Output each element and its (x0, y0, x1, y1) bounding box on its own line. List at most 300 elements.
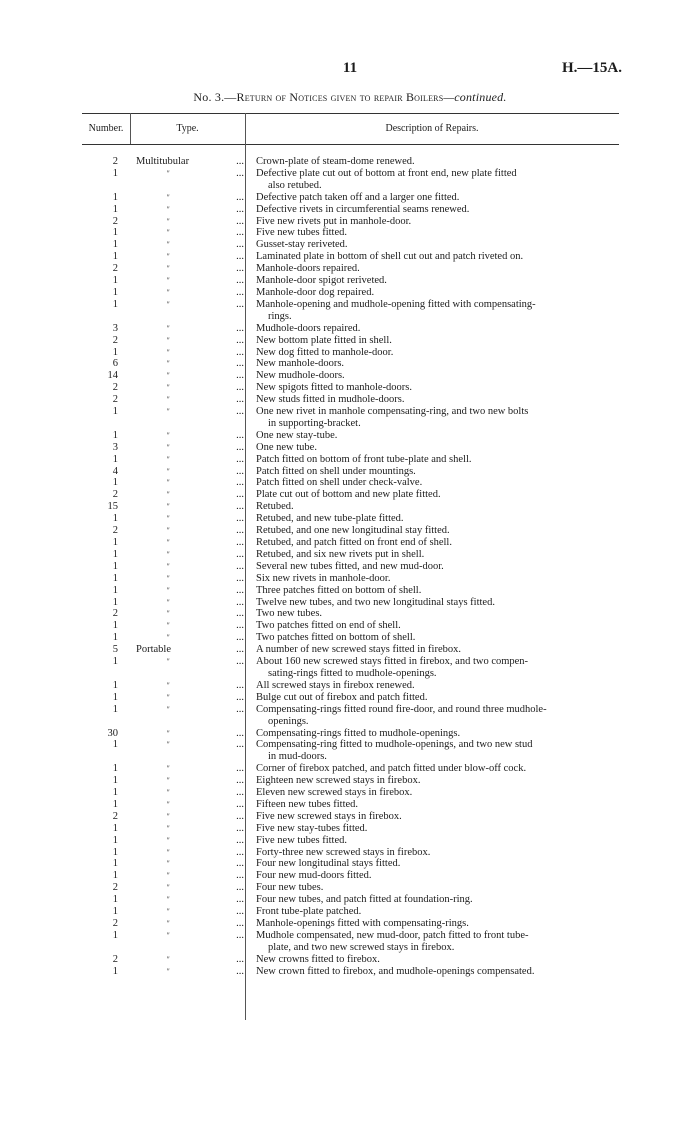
table-row (82, 847, 619, 859)
description-line: Mudhole-doors repaired. (256, 322, 361, 334)
title-main: Return of Notices given to repair Boilers (236, 90, 444, 104)
row-number: 1 (112, 834, 118, 846)
leader-dots: ... (236, 156, 244, 167)
ditto-mark: " (166, 454, 170, 464)
ditto-mark: " (166, 585, 170, 595)
repairs-table (82, 113, 619, 1020)
ditto-mark: " (166, 168, 170, 178)
description-line: Defective plate cut out of bottom at front end, new plate fitted (256, 167, 517, 179)
ditto-mark: " (166, 692, 170, 702)
row-type (120, 204, 212, 216)
table-row (82, 894, 619, 906)
row-number: 1 (112, 822, 118, 834)
table-row (82, 585, 619, 597)
row-number: 1 (112, 203, 118, 215)
table-row (82, 287, 619, 299)
row-type (120, 466, 212, 478)
description-line: Twelve new tubes, and two new longitudinal stays fitted. (256, 596, 495, 608)
row-number: 1 (112, 560, 118, 572)
ditto-mark: " (166, 633, 170, 643)
table-row (82, 692, 619, 704)
leader-dots: ... (236, 894, 244, 906)
row-description (252, 954, 618, 966)
leader-dots: ... (236, 203, 244, 215)
row-description (252, 466, 618, 478)
row-description (252, 204, 618, 216)
ditto-mark: " (166, 466, 170, 476)
description-line: New bottom plate fitted in shell. (256, 334, 392, 346)
ditto-mark: " (166, 788, 170, 798)
table-row (82, 870, 619, 882)
leader-dots: ... (236, 191, 244, 203)
table-row (82, 632, 619, 644)
leader-dots: ... (236, 358, 244, 370)
table-row (82, 192, 619, 204)
table-row (82, 573, 619, 585)
ditto-mark: " (166, 347, 170, 357)
leader-dots: ... (236, 239, 244, 251)
ditto-mark: " (166, 776, 170, 786)
row-type (120, 704, 212, 716)
row-number: 2 (112, 489, 118, 501)
table-row (82, 501, 619, 513)
table-row (82, 477, 619, 489)
description-line: New manhole-doors. (256, 358, 345, 370)
row-type (120, 406, 212, 418)
row-type (120, 394, 212, 406)
row-number: 1 (112, 453, 118, 465)
row-type (120, 489, 212, 501)
leader-dots: ... (236, 834, 244, 846)
row-type (120, 632, 212, 644)
description-line: Four new tubes, and patch fitted at foundation-ring. (256, 894, 473, 906)
ditto-mark: " (166, 323, 170, 333)
description-line: Two patches fitted on bottom of shell. (256, 632, 416, 644)
ditto-mark: " (166, 871, 170, 881)
ditto-mark: " (166, 538, 170, 547)
ditto-mark: " (166, 895, 170, 905)
ditto-mark: " (166, 740, 170, 750)
row-number: 2 (112, 882, 118, 894)
row-description (252, 287, 618, 299)
row-number: 1 (112, 965, 118, 977)
leader-dots: ... (236, 572, 244, 584)
row-description (252, 239, 618, 251)
row-type (120, 442, 212, 454)
leader-dots: ... (236, 477, 244, 489)
leader-dots: ... (236, 167, 244, 179)
row-type (120, 477, 212, 489)
row-type (120, 430, 212, 442)
ditto-mark: " (166, 299, 170, 309)
row-description (252, 335, 618, 347)
header-description: Description of Repairs. (385, 123, 479, 134)
description-line: Five new rivets put in manhole-door. (256, 215, 412, 227)
row-type (120, 847, 212, 859)
description-line: Six new rivets in manhole-door. (256, 572, 391, 584)
table-row (82, 811, 619, 823)
row-description (252, 382, 618, 394)
description-line: Three patches fitted on bottom of shell. (256, 584, 422, 596)
ditto-mark: " (166, 561, 170, 571)
row-type: Multitubular (136, 156, 190, 167)
description-line: Manhole-door dog repaired. (256, 286, 375, 298)
leader-dots: ... (236, 953, 244, 965)
row-description (252, 597, 618, 609)
ditto-mark: " (166, 811, 170, 821)
row-number: 1 (112, 298, 118, 310)
ditto-mark: " (166, 335, 170, 345)
ditto-mark: " (166, 383, 170, 393)
leader-dots: ... (236, 441, 244, 453)
row-type (120, 382, 212, 394)
leader-dots: ... (236, 537, 244, 548)
leader-dots: ... (236, 263, 244, 275)
table-row (82, 739, 619, 763)
table-row (82, 906, 619, 918)
row-number: 1 (112, 572, 118, 584)
row-type (120, 299, 212, 311)
leader-dots: ... (236, 394, 244, 406)
row-description (252, 370, 618, 382)
row-type (120, 573, 212, 585)
table-row (82, 168, 619, 192)
description-line: One new tube. (256, 441, 317, 453)
table-row (82, 620, 619, 632)
ditto-mark: " (166, 502, 170, 512)
ditto-mark: " (166, 216, 170, 226)
row-type (120, 513, 212, 525)
table-row (82, 597, 619, 609)
row-description (252, 692, 618, 704)
row-description (252, 739, 618, 763)
row-number: 1 (112, 739, 118, 751)
table-row (82, 489, 619, 501)
leader-dots: ... (236, 644, 244, 656)
ditto-mark: " (166, 192, 170, 202)
table-row (82, 335, 619, 347)
description-continuation: openings. (268, 715, 309, 727)
row-type (120, 347, 212, 359)
table-row (82, 275, 619, 287)
description-line: Four new longitudinal stays fitted. (256, 858, 401, 870)
description-line: Corner of firebox patched, and patch fitted under blow-off cock. (256, 763, 527, 775)
description-line: Retubed, and six new rivets put in shell. (256, 548, 425, 560)
description-line: Plate cut out of bottom and new plate fitted. (256, 489, 441, 501)
row-description (252, 763, 618, 775)
leader-dots: ... (236, 286, 244, 298)
row-description (252, 192, 618, 204)
table-row (82, 227, 619, 239)
ditto-mark: " (166, 954, 170, 964)
row-type (120, 251, 212, 263)
table-row (82, 763, 619, 775)
ditto-mark: " (166, 799, 170, 809)
description-line: Retubed. (256, 501, 294, 513)
row-number: 1 (112, 846, 118, 858)
table-header-rule (82, 144, 619, 145)
description-continuation: sating-rings fitted to mudhole-openings. (268, 667, 437, 679)
row-type (120, 454, 212, 466)
row-description (252, 561, 618, 573)
row-description (252, 573, 618, 585)
ditto-mark: " (166, 359, 170, 369)
description-line: Gusset-stay reriveted. (256, 239, 348, 251)
row-number: 1 (112, 346, 118, 358)
row-type (120, 954, 212, 966)
row-description (252, 847, 618, 859)
leader-dots: ... (236, 656, 244, 668)
ditto-mark: " (166, 835, 170, 845)
row-number: 1 (112, 167, 118, 179)
ditto-mark: " (166, 930, 170, 940)
row-description (252, 656, 618, 680)
leader-dots: ... (236, 870, 244, 882)
row-description (252, 882, 618, 894)
description-line: Five new tubes fitted. (256, 227, 347, 239)
row-type: Portable (136, 644, 171, 656)
row-number: 1 (112, 548, 118, 560)
leader-dots: ... (236, 489, 244, 501)
row-description (252, 728, 618, 740)
ditto-mark: " (166, 883, 170, 893)
table-row (82, 394, 619, 406)
row-type (120, 763, 212, 775)
ditto-mark: " (166, 680, 170, 690)
ditto-mark: " (166, 621, 170, 631)
row-number: 1 (112, 679, 118, 691)
row-description (252, 299, 618, 323)
row-description (252, 870, 618, 882)
description-line: Defective patch taken off and a larger one fitted. (256, 191, 460, 203)
table-body (82, 156, 619, 978)
table-row (82, 823, 619, 835)
ditto-mark: " (166, 847, 170, 857)
row-number: 1 (112, 763, 118, 775)
leader-dots: ... (236, 965, 244, 977)
leader-dots: ... (236, 798, 244, 810)
ditto-mark: " (166, 264, 170, 274)
table-top-rule (82, 113, 619, 114)
row-number: 1 (112, 894, 118, 906)
description-line: Retubed, and one new longitudinal stay fitted. (256, 525, 450, 537)
description-line: Five new screwed stays in firebox. (256, 810, 402, 822)
description-line: New crown fitted to firebox, and mudhole-openings compensated. (256, 965, 535, 977)
row-type (120, 585, 212, 597)
description-line: Two patches fitted on end of shell. (256, 620, 401, 632)
row-description (252, 168, 618, 192)
table-row (82, 561, 619, 573)
row-type (120, 370, 212, 382)
document-reference: H.—15A. (562, 60, 622, 76)
ditto-mark: " (166, 907, 170, 917)
description-line: Retubed, and patch fitted on front end of shell. (256, 537, 452, 548)
row-number: 1 (112, 906, 118, 918)
row-number: 1 (112, 191, 118, 203)
leader-dots: ... (236, 906, 244, 918)
table-row (82, 251, 619, 263)
leader-dots: ... (236, 596, 244, 608)
description-line: Patch fitted on shell under check-valve. (256, 477, 423, 489)
row-description (252, 966, 618, 978)
leader-dots: ... (236, 548, 244, 560)
ditto-mark: " (166, 859, 170, 869)
description-line: One new rivet in manhole compensating-ring, and two new bolts (256, 406, 529, 418)
row-number: 1 (112, 251, 118, 263)
row-number: 1 (112, 703, 118, 715)
table-row (82, 549, 619, 561)
ditto-mark: " (166, 597, 170, 607)
row-description (252, 347, 618, 359)
row-type (120, 656, 212, 668)
table-row (82, 954, 619, 966)
description-continuation: also retubed. (268, 179, 322, 191)
row-description (252, 608, 618, 620)
row-type (120, 275, 212, 287)
leader-dots: ... (236, 691, 244, 703)
leader-dots: ... (236, 370, 244, 382)
row-description (252, 704, 618, 728)
description-line: Two new tubes. (256, 608, 323, 620)
title-prefix: No. 3.— (193, 90, 237, 104)
ditto-mark: " (166, 371, 170, 381)
table-row (82, 156, 619, 168)
description-continuation: plate, and two new screwed stays in firebox. (268, 941, 455, 953)
leader-dots: ... (236, 810, 244, 822)
row-number: 15 (107, 501, 118, 513)
leader-dots: ... (236, 703, 244, 715)
row-description (252, 632, 618, 644)
leader-dots: ... (236, 822, 244, 834)
description-line: New crowns fitted to firebox. (256, 953, 380, 965)
row-number: 2 (112, 608, 118, 620)
row-number: 4 (112, 465, 118, 477)
description-line: Crown-plate of steam-dome renewed. (256, 156, 415, 167)
ditto-mark: " (166, 609, 170, 619)
row-description (252, 513, 618, 525)
row-type (120, 894, 212, 906)
row-number: 1 (112, 798, 118, 810)
table-title (0, 90, 700, 105)
table-row (82, 835, 619, 847)
description-line: Five new stay-tubes fitted. (256, 822, 368, 834)
description-line: Defective rivets in circumferential seams renewed. (256, 203, 470, 215)
row-number: 14 (107, 370, 118, 382)
table-row (82, 537, 619, 549)
page-number: 11 (342, 60, 358, 76)
row-type (120, 549, 212, 561)
leader-dots: ... (236, 858, 244, 870)
row-number: 1 (112, 929, 118, 941)
row-description (252, 156, 618, 168)
leader-dots: ... (236, 882, 244, 894)
row-type (120, 525, 212, 537)
row-type (120, 192, 212, 204)
row-description (252, 406, 618, 430)
row-description (252, 799, 618, 811)
leader-dots: ... (236, 775, 244, 787)
description-line: Front tube-plate patched. (256, 906, 362, 918)
row-number: 5 (112, 644, 118, 656)
row-description (252, 454, 618, 466)
row-type (120, 620, 212, 632)
leader-dots: ... (236, 929, 244, 941)
table-row (82, 775, 619, 787)
row-description (252, 585, 618, 597)
row-type (120, 823, 212, 835)
row-description (252, 835, 618, 847)
row-type (120, 728, 212, 740)
table-row (82, 882, 619, 894)
table-row (82, 787, 619, 799)
row-type (120, 858, 212, 870)
row-type (120, 692, 212, 704)
description-line: New dog fitted to manhole-door. (256, 346, 394, 358)
row-type (120, 501, 212, 513)
row-type (120, 906, 212, 918)
row-description (252, 549, 618, 561)
leader-dots: ... (236, 298, 244, 310)
row-type (120, 680, 212, 692)
leader-dots: ... (236, 727, 244, 739)
row-number: 2 (112, 525, 118, 537)
row-description (252, 775, 618, 787)
leader-dots: ... (236, 787, 244, 799)
title-suffix: —continued. (443, 90, 507, 104)
leader-dots: ... (236, 406, 244, 418)
table-row (82, 466, 619, 478)
leader-dots: ... (236, 846, 244, 858)
row-type (120, 811, 212, 823)
leader-dots: ... (236, 275, 244, 287)
header-type: Type. (176, 123, 199, 134)
row-number: 1 (112, 537, 118, 548)
description-continuation: in mud-doors. (268, 751, 327, 763)
ditto-mark: " (166, 478, 170, 488)
description-line: Retubed, and new tube-plate fitted. (256, 513, 404, 525)
row-description (252, 430, 618, 442)
row-description (252, 930, 618, 954)
row-type (120, 775, 212, 787)
description-line: Patch fitted on bottom of front tube-plate and shell. (256, 453, 472, 465)
row-type (120, 227, 212, 239)
table-row (82, 430, 619, 442)
row-description (252, 906, 618, 918)
row-number: 1 (112, 620, 118, 632)
row-type (120, 597, 212, 609)
table-row (82, 406, 619, 430)
leader-dots: ... (236, 739, 244, 751)
row-description (252, 620, 618, 632)
leader-dots: ... (236, 465, 244, 477)
row-number: 1 (112, 584, 118, 596)
description-line: Several new tubes fitted, and new mud-door. (256, 560, 444, 572)
leader-dots: ... (236, 560, 244, 572)
row-number: 1 (112, 513, 118, 525)
description-line: Manhole-doors repaired. (256, 263, 360, 275)
ditto-mark: " (166, 728, 170, 738)
leader-dots: ... (236, 215, 244, 227)
row-number: 6 (112, 358, 118, 370)
ditto-mark: " (166, 287, 170, 297)
description-line: About 160 new screwed stays fitted in firebox, and two compen- (256, 656, 529, 668)
ditto-mark: " (166, 966, 170, 976)
row-number: 2 (112, 215, 118, 227)
description-line: Four new mud-doors fitted. (256, 870, 372, 882)
row-description (252, 823, 618, 835)
leader-dots: ... (236, 453, 244, 465)
table-row (82, 525, 619, 537)
